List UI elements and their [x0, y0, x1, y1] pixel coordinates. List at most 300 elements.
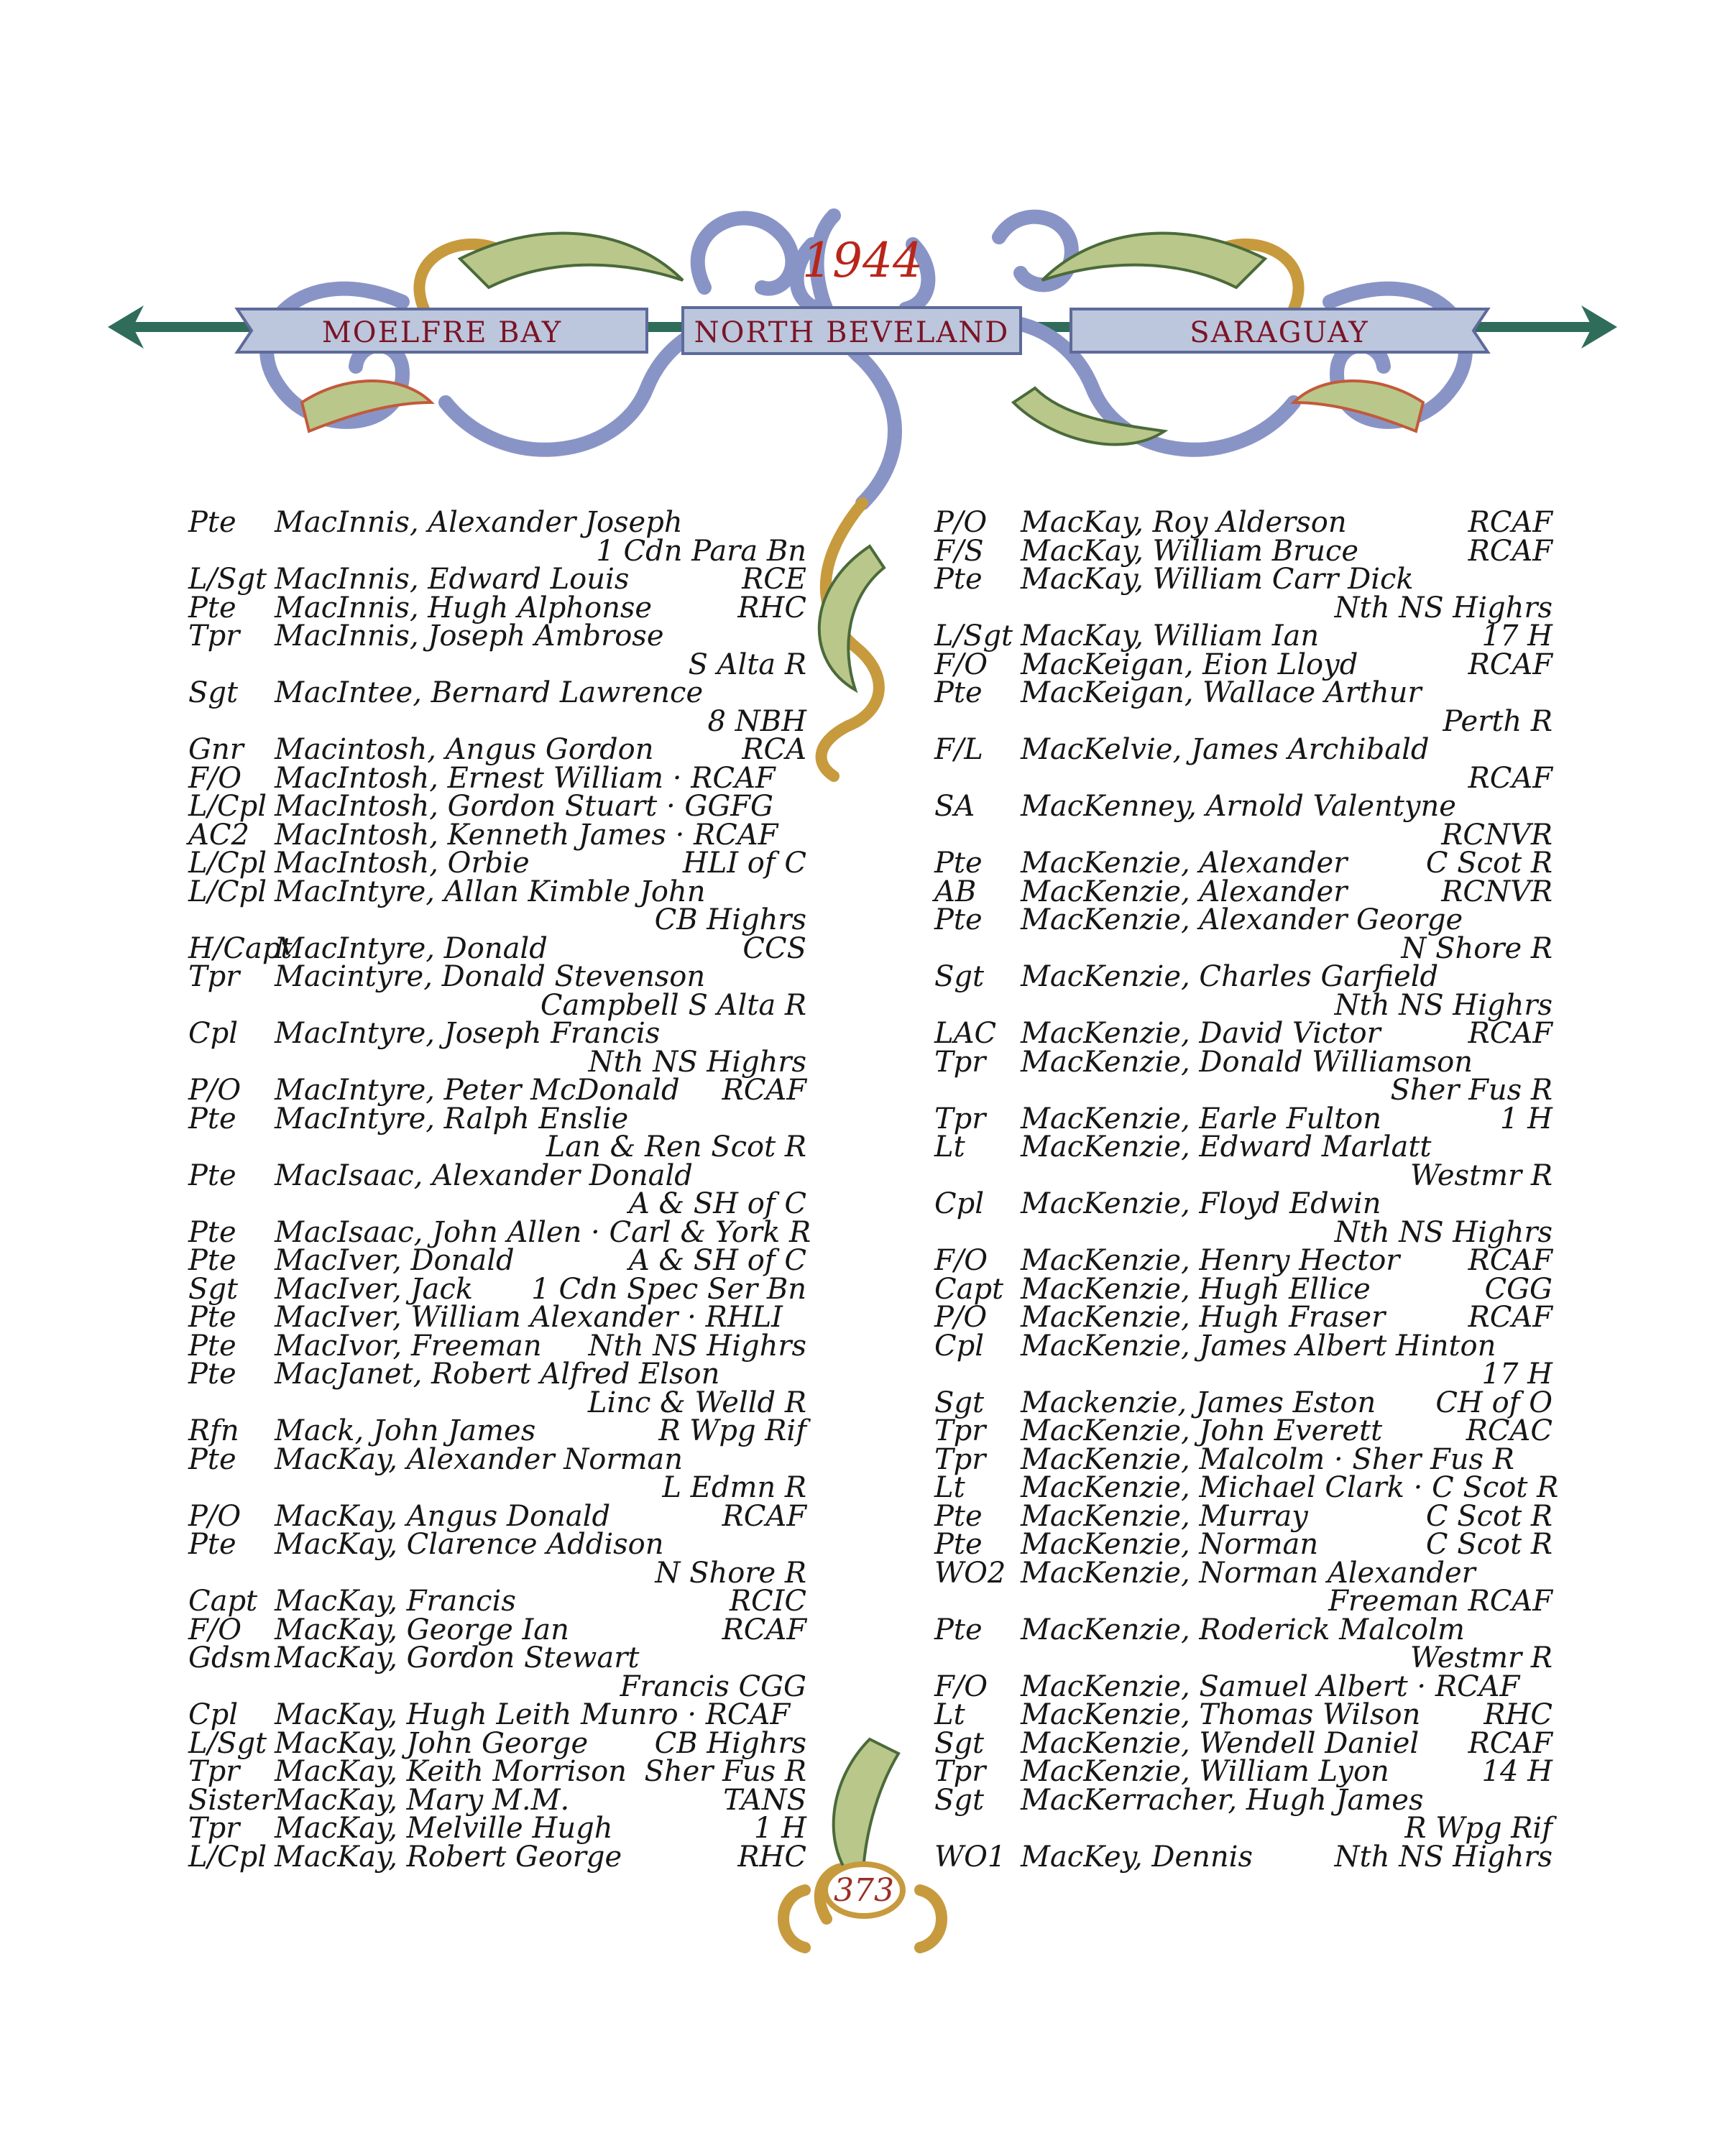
rank: L/Cpl: [188, 1840, 267, 1874]
roll-entry-line: [188, 931, 806, 965]
roll-entry-line: [188, 1074, 806, 1107]
rank: Pte: [934, 903, 983, 936]
roll-entry-line: [934, 506, 1552, 539]
soldier-name: MacKenzie, Wendell Daniel: [1021, 1726, 1420, 1760]
rank: Tpr: [188, 1755, 240, 1788]
unit-continuation: 17 H: [1481, 1358, 1552, 1391]
soldier-name: MacKay, William Carr Dick: [1021, 563, 1414, 596]
roll-entry: [188, 960, 806, 1022]
rank: Sgt: [188, 1272, 239, 1306]
roll-entry-line: [188, 818, 806, 852]
roll-entry: [188, 1613, 806, 1646]
rank: AC2: [188, 818, 249, 852]
roll-entry-line: [934, 849, 1552, 878]
roll-entry-line: [934, 1471, 1559, 1504]
roll-entry-line: [934, 1556, 1552, 1590]
soldier-name: MacInnis, Edward Louis: [275, 563, 630, 596]
roll-entry-continuation: [188, 1386, 806, 1419]
rank: Tpr: [188, 619, 240, 653]
rank: Pte: [188, 506, 236, 539]
roll-entry: [934, 1130, 1552, 1192]
roll-entry-line: [188, 875, 806, 908]
roll-entry-continuation: [934, 1360, 1552, 1389]
roll-entry: [188, 1499, 806, 1533]
rank: Pte: [188, 1528, 236, 1561]
rank: Pte: [188, 1358, 236, 1391]
unit: RHC: [737, 1840, 806, 1874]
roll-entry-continuation: [934, 704, 1552, 738]
rank: Pte: [188, 1215, 236, 1249]
unit: Sher Fus R: [644, 1755, 806, 1788]
unit: CH of O: [1435, 1386, 1552, 1419]
roll-entry-line: [188, 591, 806, 625]
unit: CCS: [742, 931, 806, 965]
year-heading: 1944: [802, 233, 923, 288]
unit: 1 Cdn Spec Ser Bn: [531, 1272, 806, 1306]
roll-entry-line: [934, 1329, 1552, 1363]
roll-entry: [934, 1528, 1552, 1561]
roll-entry-line: [188, 1272, 806, 1306]
roll-entry: [188, 1244, 806, 1277]
roll-entry-line: [188, 1017, 806, 1050]
rank: Cpl: [934, 1329, 985, 1363]
rank: F/O: [188, 1613, 242, 1646]
roll-entry-line: [188, 1301, 806, 1334]
rank: Cpl: [188, 1698, 239, 1731]
soldier-name: MacKay, William Ian: [1021, 619, 1320, 653]
unit-continuation: Sher Fus R: [1390, 1074, 1552, 1107]
roll-entry-line: [934, 1414, 1552, 1447]
unit-continuation: N Shore R: [655, 1556, 806, 1590]
roll-entry: [188, 1215, 811, 1249]
roll-entry-line: [934, 534, 1552, 568]
rank: WO2: [934, 1556, 1006, 1590]
rank: Gnr: [188, 733, 244, 766]
roll-entry: [188, 1329, 806, 1363]
roll-entry: [934, 960, 1552, 1022]
unit-continuation: A & SH of C: [628, 1187, 806, 1220]
unit-continuation: 1 Cdn Para Bn: [596, 534, 806, 568]
unit-continuation: Westmr R: [1409, 1641, 1552, 1674]
roll-entry-continuation: [934, 1641, 1552, 1674]
page-number: 373: [834, 1872, 894, 1909]
soldier-name: MacIntyre, Allan Kimble John: [275, 875, 706, 908]
soldier-name: MacKeigan, Wallace Arthur: [1021, 676, 1422, 709]
soldier-name: MacKay, Clarence Addison: [275, 1528, 664, 1561]
soldier-name: MacKenzie, Henry Hector: [1021, 1244, 1400, 1277]
soldier-name: MacKenzie, Samuel Albert · RCAF: [1021, 1669, 1520, 1703]
roll-entry-continuation: [188, 988, 806, 1022]
roll-entry: [934, 1442, 1552, 1476]
roll-entry: [934, 1045, 1552, 1107]
unit: C Scot R: [1425, 1528, 1552, 1561]
unit: RCA: [742, 733, 806, 766]
rank: Pte: [934, 847, 983, 880]
rank: Pte: [188, 591, 236, 625]
roll-entry-continuation: [934, 761, 1552, 795]
rank: Sgt: [934, 1726, 985, 1760]
roll-entry-line: [188, 619, 806, 653]
roll-entry: [934, 1755, 1552, 1788]
roll-entry: [188, 1442, 806, 1504]
unit: A & SH of C: [628, 1244, 806, 1277]
unit: 17 H: [1481, 619, 1552, 653]
roll-entry: [934, 1783, 1552, 1845]
roll-entry-line: [934, 1130, 1552, 1164]
unit-continuation: CB Highrs: [654, 903, 806, 936]
roll-entry-line: [934, 1755, 1552, 1788]
rank: P/O: [188, 1074, 242, 1107]
unit: RCE: [742, 563, 806, 596]
soldier-name: MacKelvie, James Archibald: [1021, 733, 1430, 766]
roll-entry: [188, 1074, 806, 1107]
soldier-name: MacKay, Hugh Leith Munro · RCAF: [275, 1698, 791, 1731]
unit: RCAF: [722, 1074, 806, 1107]
roll-entry: [934, 733, 1552, 795]
rank: Gdsm: [188, 1641, 272, 1674]
roll-entry: [188, 591, 806, 625]
roll-entry: [188, 1726, 806, 1760]
rank: Sgt: [188, 676, 239, 709]
soldier-name: MacKeigan, Eion Lloyd: [1021, 648, 1358, 681]
rank: Sister: [188, 1783, 275, 1817]
rank: L/Sgt: [188, 563, 267, 596]
rank: Pte: [934, 1528, 983, 1561]
roll-entry-continuation: [188, 1556, 806, 1590]
unit-continuation: Nth NS Highrs: [1334, 591, 1552, 625]
soldier-name: MacIver, Donald: [275, 1244, 515, 1277]
roll-entry: [934, 1187, 1552, 1249]
roll-entry-line: [934, 1045, 1552, 1079]
soldier-name: MacKay, Robert George: [275, 1840, 622, 1874]
unit-continuation: Lan & Ren Scot R: [546, 1130, 806, 1164]
unit-continuation: 8 NBH: [707, 704, 806, 738]
soldier-name: MacIver, William Alexander · RHLI: [275, 1301, 783, 1334]
roll-entry-continuation: [934, 591, 1552, 625]
roll-entry-line: [934, 1499, 1552, 1533]
roll-entry-line: [188, 1528, 806, 1561]
soldier-name: MacKenzie, James Albert Hinton: [1021, 1329, 1496, 1363]
soldier-name: MacInnis, Hugh Alphonse: [275, 591, 653, 625]
roll-entry: [188, 1272, 806, 1306]
roll-entry-continuation: [188, 1669, 806, 1703]
roll-entry: [188, 619, 806, 681]
roll-entry: [934, 619, 1552, 653]
unit: RCAC: [1466, 1414, 1552, 1447]
rank: P/O: [934, 506, 988, 539]
unit-continuation: Linc & Welld R: [587, 1386, 806, 1419]
soldier-name: Mackenzie, James Eston: [1021, 1386, 1376, 1419]
roll-entry: [188, 875, 806, 936]
roll-entry: [934, 1499, 1552, 1533]
roll-entry: [934, 1244, 1552, 1277]
roll-entry: [934, 849, 1552, 878]
rank: Pte: [188, 1329, 236, 1363]
roll-entry-continuation: [188, 1187, 806, 1220]
roll-entry: [934, 875, 1552, 908]
rank: Tpr: [934, 1414, 986, 1447]
rank: Tpr: [934, 1045, 986, 1079]
unit: R Wpg Rif: [658, 1414, 806, 1447]
soldier-name: MacIntyre, Ralph Enslie: [275, 1102, 629, 1135]
soldier-name: MacIntosh, Kenneth James · RCAF: [275, 818, 778, 852]
rank: L/Cpl: [188, 875, 267, 908]
roll-entry: [188, 1301, 806, 1334]
soldier-name: MacIntyre, Donald: [275, 931, 548, 965]
roll-entry-line: [188, 1360, 806, 1389]
rank: P/O: [188, 1499, 242, 1533]
soldier-name: MacKay, Roy Alderson: [1021, 506, 1347, 539]
roll-entry: [934, 903, 1552, 965]
unit: Nth NS Highrs: [1334, 1840, 1552, 1874]
unit-continuation: S Alta R: [688, 648, 806, 681]
rank: Pte: [188, 1244, 236, 1277]
unit: C Scot R: [1425, 1499, 1552, 1533]
soldier-name: MacKenzie, Thomas Wilson: [1021, 1698, 1421, 1731]
soldier-name: MacKenzie, Earle Fulton: [1021, 1102, 1381, 1135]
roll-entry: [934, 676, 1552, 738]
roll-entry: [188, 1360, 806, 1417]
soldier-name: MacKenzie, Donald Williamson: [1021, 1045, 1473, 1079]
roll-entry-continuation: [934, 1585, 1552, 1618]
roll-entry-continuation: [934, 1074, 1552, 1107]
soldier-name: MacIntosh, Orbie: [275, 847, 530, 880]
roll-entry: [188, 1698, 806, 1731]
roll-entry-continuation: [188, 648, 806, 681]
roll-column-left: [188, 506, 811, 1874]
rank: Tpr: [934, 1442, 986, 1476]
roll-entry-line: [934, 960, 1552, 993]
rank: L/Cpl: [188, 847, 267, 880]
unit-continuation: Westmr R: [1409, 1158, 1552, 1192]
roll-entry: [188, 563, 806, 596]
roll-entry-line: [934, 1726, 1552, 1760]
soldier-name: MacKenzie, Norman Alexander: [1021, 1556, 1476, 1590]
soldier-name: MacKay, John George: [275, 1726, 589, 1760]
unit: RCAF: [1468, 1244, 1552, 1277]
rank: L/Sgt: [188, 1726, 267, 1760]
roll-entry: [188, 676, 806, 738]
roll-entry-line: [188, 1499, 806, 1533]
roll-entry-line: [934, 619, 1552, 653]
rank: P/O: [934, 1301, 988, 1334]
soldier-name: Macintosh, Angus Gordon: [275, 733, 654, 766]
roll-column-right: [934, 506, 1559, 1874]
roll-entry-line: [188, 1641, 806, 1674]
rank: Sgt: [934, 1783, 985, 1817]
roll-entry: [188, 790, 806, 823]
roll-entry: [188, 761, 806, 795]
unit: RCAF: [1468, 648, 1552, 681]
unit: RCAF: [722, 1613, 806, 1646]
soldier-name: MacIsaac, Alexander Donald: [275, 1158, 693, 1192]
soldier-name: MacKay, William Bruce: [1021, 534, 1359, 568]
unit: 1 H: [753, 1812, 806, 1845]
roll-entry: [934, 1840, 1552, 1874]
roll-entry: [934, 1698, 1552, 1731]
rank: Pte: [188, 1102, 236, 1135]
roll-entry-line: [934, 733, 1552, 766]
rank: Sgt: [934, 1386, 985, 1419]
unit-continuation: N Shore R: [1401, 931, 1552, 965]
rank: Pte: [934, 676, 983, 709]
rank: Lt: [934, 1130, 965, 1164]
soldier-name: MacKenzie, Floyd Edwin: [1021, 1187, 1381, 1220]
roll-entry-continuation: [188, 1045, 806, 1079]
roll-entry: [188, 1017, 806, 1079]
ribbon-label-right: SARAGUAY: [1190, 316, 1369, 349]
roll-entry-line: [188, 1102, 806, 1135]
soldier-name: MacKenzie, Malcolm · Sher Fus R: [1021, 1442, 1514, 1476]
soldier-name: MacIntyre, Joseph Francis: [275, 1017, 661, 1050]
roll-entry-continuation: [188, 704, 806, 738]
roll-entry: [934, 534, 1552, 568]
soldier-name: MacKerracher, Hugh James: [1021, 1783, 1424, 1817]
roll-entry: [188, 1840, 806, 1874]
roll-entry: [934, 506, 1552, 539]
roll-entry-line: [188, 1726, 806, 1760]
roll-entry-line: [188, 1755, 806, 1788]
rank: Pte: [188, 1442, 236, 1476]
roll-entry-line: [188, 790, 806, 823]
soldier-name: MacKenzie, Alexander George: [1021, 903, 1463, 936]
roll-entry-line: [188, 1613, 806, 1646]
roll-entry-continuation: [934, 931, 1552, 965]
soldier-name: MacKenzie, Edward Marlatt: [1021, 1130, 1432, 1164]
roll-entry: [188, 1783, 806, 1817]
soldier-name: MacJanet, Robert Alfred Elson: [275, 1358, 720, 1391]
rank: Pte: [934, 1499, 983, 1533]
rank: F/L: [934, 733, 983, 766]
roll-entry-continuation: [934, 988, 1552, 1022]
roll-entry-line: [188, 1414, 806, 1447]
roll-entry-line: [188, 960, 806, 993]
roll-entry: [188, 1158, 806, 1220]
rank: Tpr: [188, 960, 240, 993]
rank: F/O: [934, 1244, 988, 1277]
soldier-name: MacKenzie, John Everett: [1021, 1414, 1383, 1447]
soldier-name: MacKenzie, Murray: [1021, 1499, 1308, 1533]
roll-entry-line: [934, 903, 1552, 936]
unit: RCAF: [1468, 534, 1552, 568]
unit: 14 H: [1481, 1755, 1552, 1788]
unit-continuation: Freeman RCAF: [1328, 1585, 1552, 1618]
unit-continuation: RCAF: [1468, 761, 1552, 795]
soldier-name: MacKenzie, Charles Garfield: [1021, 960, 1439, 993]
unit-continuation: Perth R: [1443, 704, 1552, 738]
unit: CB Highrs: [654, 1726, 806, 1760]
roll-entry: [934, 1301, 1552, 1334]
roll-entry-line: [934, 1442, 1552, 1476]
roll-entry-line: [934, 563, 1552, 596]
unit: Nth NS Highrs: [588, 1329, 806, 1363]
roll-entry: [934, 1102, 1552, 1135]
roll-entry-line: [188, 1244, 806, 1277]
rank: Tpr: [188, 1812, 240, 1845]
unit: CGG: [1484, 1272, 1552, 1306]
unit-continuation: Nth NS Highrs: [588, 1045, 806, 1079]
soldier-name: MacKenzie, Alexander: [1021, 875, 1348, 908]
roll-entry-line: [934, 676, 1552, 709]
unit: C Scot R: [1425, 847, 1552, 880]
roll-entry-line: [188, 1698, 806, 1731]
roll-entry: [934, 563, 1552, 625]
soldier-name: MacKenzie, Hugh Ellice: [1021, 1272, 1371, 1306]
unit: RCAF: [722, 1499, 806, 1533]
rank: Tpr: [934, 1102, 986, 1135]
unit: RHC: [737, 591, 806, 625]
soldier-name: MacInnis, Alexander Joseph: [275, 506, 683, 539]
roll-entry-line: [188, 1812, 806, 1845]
unit-continuation: Nth NS Highrs: [1334, 988, 1552, 1022]
roll-entry: [934, 1272, 1552, 1306]
roll-entry-continuation: [188, 534, 806, 568]
soldier-name: MacIvor, Freeman: [275, 1329, 542, 1363]
soldier-name: MacIntee, Bernard Lawrence: [275, 676, 704, 709]
rank: Tpr: [934, 1755, 986, 1788]
soldier-name: MacKay, Alexander Norman: [275, 1442, 684, 1476]
rank: F/O: [934, 1669, 988, 1703]
roll-entry: [188, 818, 806, 852]
roll-entry-line: [934, 1272, 1552, 1306]
unit: RHC: [1484, 1698, 1552, 1731]
soldier-name: MacIntosh, Ernest William · RCAF: [275, 761, 776, 795]
roll-entry-continuation: [934, 1158, 1552, 1192]
roll-entry-line: [934, 1840, 1552, 1874]
soldier-name: MacIntosh, Gordon Stuart · GGFG: [275, 790, 774, 823]
roll-entry-line: [934, 1386, 1552, 1419]
soldier-name: MacKay, Gordon Stewart: [275, 1641, 640, 1674]
rank: LAC: [934, 1017, 997, 1050]
roll-entry-line: [188, 1329, 806, 1363]
roll-entry-line: [934, 790, 1552, 823]
roll-entry-line: [188, 1442, 806, 1476]
roll-entry: [934, 790, 1552, 852]
rank: Pte: [188, 1301, 236, 1334]
soldier-name: MacIsaac, John Allen · Carl & York R: [275, 1215, 811, 1249]
roll-entry-line: [934, 648, 1552, 681]
roll-entry-continuation: [934, 1215, 1552, 1249]
rank: Capt: [934, 1272, 1004, 1306]
roll-entry-line: [934, 1244, 1552, 1277]
roll-entry: [188, 1102, 806, 1164]
roll-entry: [934, 1613, 1552, 1674]
soldier-name: MacIntyre, Peter McDonald: [275, 1074, 680, 1107]
ribbon-label-left: MOELFRE BAY: [321, 316, 563, 349]
unit-continuation: Francis CGG: [620, 1669, 806, 1703]
roll-entry: [188, 733, 806, 766]
unit-continuation: RCNVR: [1441, 818, 1552, 852]
unit: RCAF: [1468, 1726, 1552, 1760]
roll-entry-line: [188, 676, 806, 709]
rank: H/Capt: [188, 931, 293, 965]
soldier-name: MacKey, Dennis: [1021, 1840, 1253, 1874]
roll-entry-line: [188, 733, 806, 766]
roll-entry-line: [934, 1698, 1552, 1731]
soldier-name: MacKenzie, Hugh Fraser: [1021, 1301, 1386, 1334]
roll-entry-line: [934, 1017, 1552, 1050]
roll-entry-continuation: [188, 1471, 806, 1504]
roll-entry: [188, 1812, 806, 1845]
roll-entry-line: [188, 761, 806, 795]
roll-entry: [188, 849, 806, 878]
roll-entry-line: [188, 1215, 811, 1249]
rank: Sgt: [934, 960, 985, 993]
soldier-name: MacKay, Francis: [275, 1585, 516, 1618]
soldier-name: Macintyre, Donald Stevenson: [275, 960, 706, 993]
rank: Cpl: [934, 1187, 985, 1220]
roll-entry-line: [188, 563, 806, 596]
